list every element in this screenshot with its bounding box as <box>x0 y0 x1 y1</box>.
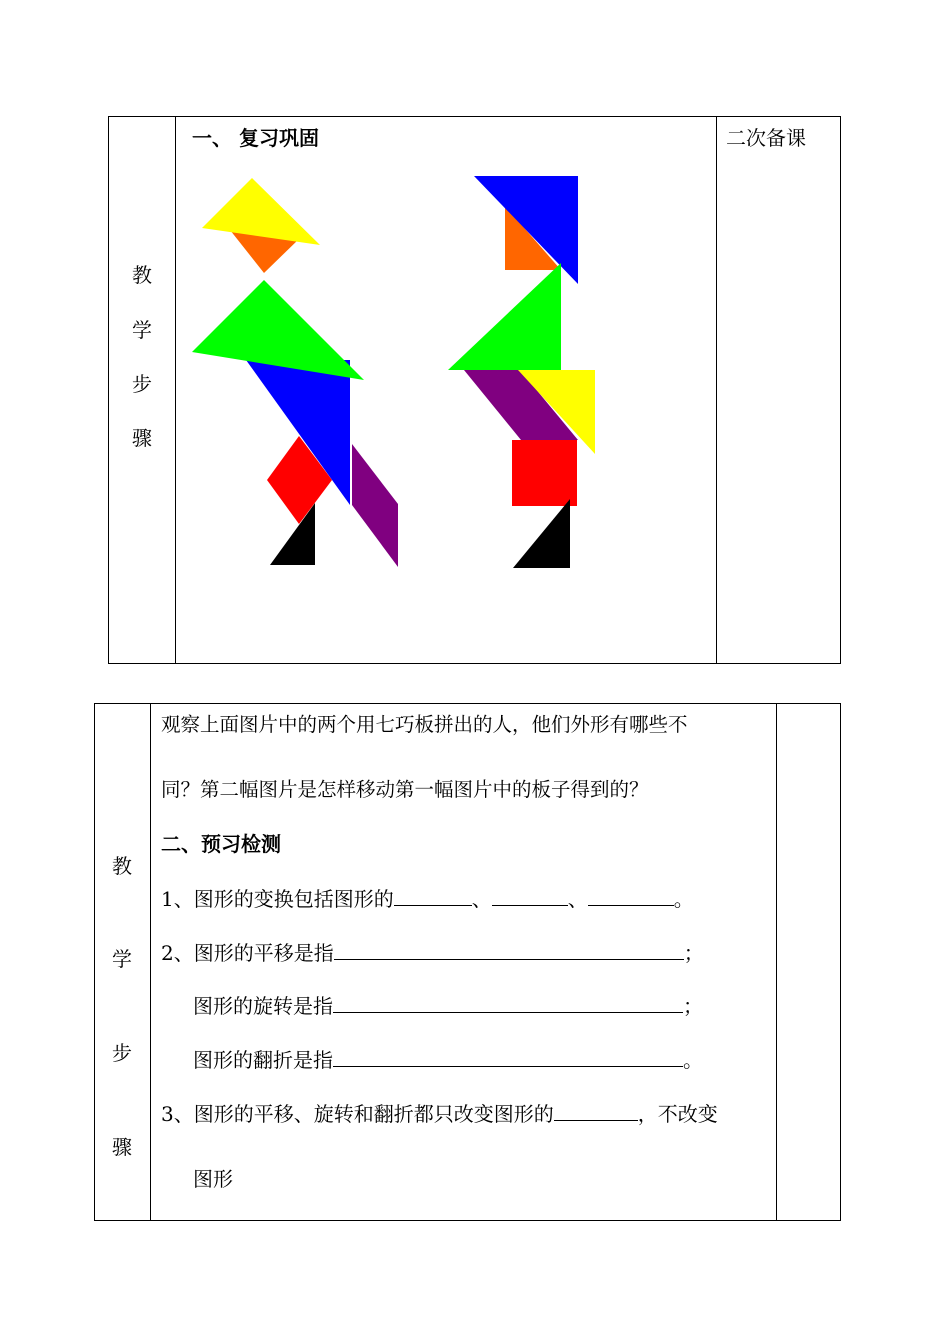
answer-blank[interactable] <box>333 1048 683 1067</box>
tangram-red-piece <box>512 440 577 506</box>
question-3 <box>161 1102 718 1126</box>
tangram-figure-2 <box>448 176 595 568</box>
question-3-text: 3、图形的平移、旋转和翻折都只改变图形的 <box>161 1102 554 1126</box>
answer-blank[interactable] <box>333 994 683 1013</box>
end-punct: ； <box>683 941 704 965</box>
side-label-char: 步 <box>132 372 152 396</box>
second-prep-header: 二次备课 <box>726 126 806 150</box>
tangram-yellow-piece <box>202 178 320 245</box>
end-punct: 。 <box>683 1048 703 1072</box>
section-title-preview: 二、预习检测 <box>161 832 281 856</box>
question-2-reflection <box>193 1048 703 1072</box>
side-label-char: 学 <box>132 318 152 342</box>
observe-question-line2: 同？第二幅图片是怎样移动第一幅图片中的板子得到的？ <box>161 778 649 801</box>
tangram-figure-1 <box>192 178 398 567</box>
section-title-review: 一、 复习巩固 <box>192 126 319 150</box>
question-2 <box>161 941 704 965</box>
answer-blank[interactable] <box>334 941 684 960</box>
tangram-black-piece <box>513 499 570 568</box>
separator: 、 <box>471 887 492 911</box>
separator: 、 <box>567 887 588 911</box>
question-2c-text: 图形的翻折是指 <box>193 1048 333 1072</box>
tangram-purple-piece <box>352 444 398 567</box>
side-label-char: 骤 <box>132 426 152 450</box>
side-label-char: 教 <box>132 263 152 287</box>
end-punct: 。 <box>673 887 694 911</box>
table-divider <box>150 704 151 1220</box>
tangram-green-piece <box>192 280 364 380</box>
side-label-char: 步 <box>112 1041 132 1065</box>
side-label-char: 教 <box>112 854 132 878</box>
question-1-text: 1、图形的变换包括图形的 <box>161 887 394 911</box>
question-2-text: 2、图形的平移是指 <box>161 941 334 965</box>
answer-blank[interactable] <box>394 887 472 906</box>
table-divider <box>776 704 777 1220</box>
answer-blank[interactable] <box>492 887 568 906</box>
question-2b-text: 图形的旋转是指 <box>193 994 333 1018</box>
tangram-green-piece <box>448 263 561 370</box>
answer-blank[interactable] <box>554 1102 638 1121</box>
question-3-line2: 图形 <box>193 1167 233 1191</box>
end-punct: ； <box>683 994 703 1018</box>
question-3-end: ，不改变 <box>637 1102 718 1126</box>
question-2-rotation <box>193 994 703 1018</box>
observe-question-line1: 观察上面图片中的两个用七巧板拼出的人，他们外形有哪些不 <box>161 713 688 736</box>
question-1 <box>161 887 694 911</box>
answer-blank[interactable] <box>588 887 674 906</box>
side-label-char: 骤 <box>112 1135 132 1159</box>
side-label-char: 学 <box>112 947 132 971</box>
